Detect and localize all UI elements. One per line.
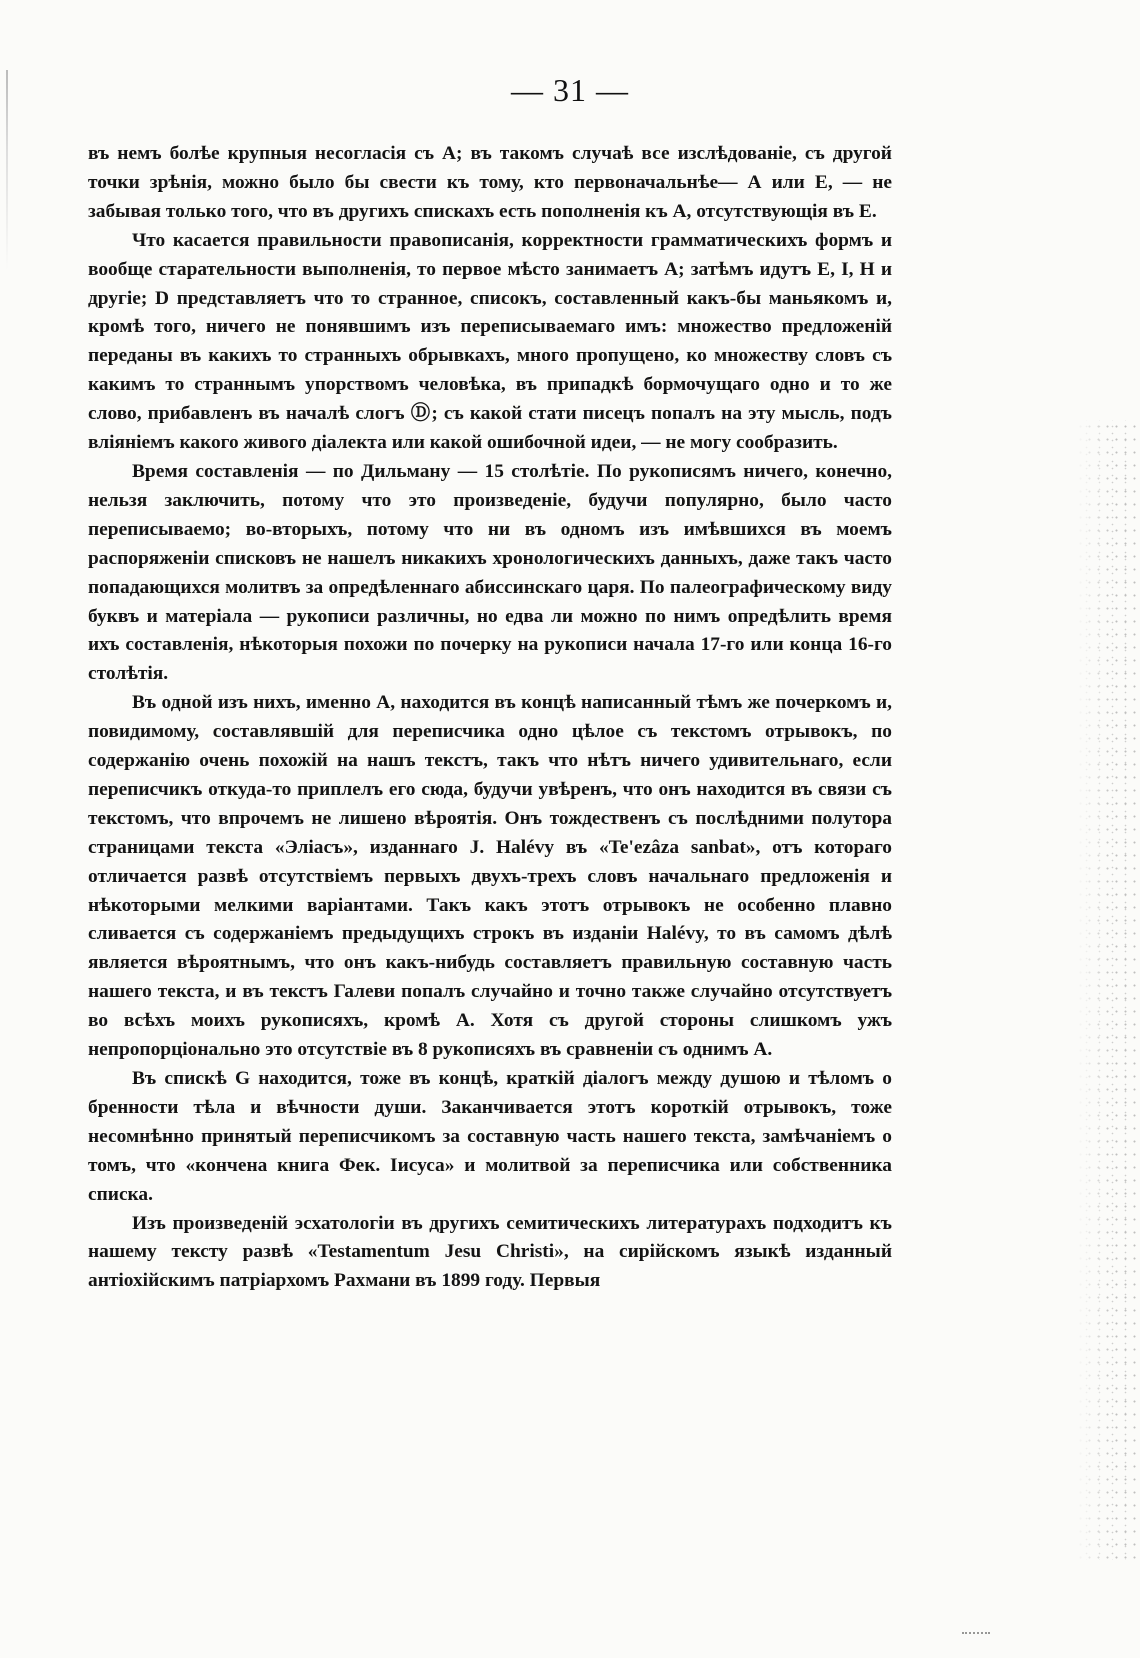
- page-text: [88, 140, 892, 1296]
- scan-artifact-mark: [962, 1622, 990, 1634]
- paragraph-4: Въ одной изъ нихъ, именно А, находится въ концѣ написанный тѣмъ же почеркомъ и, повидимому, составлявшій для переписчика одно цѣлое съ текстомъ отрывокъ, по содержанію очень похожій на нашъ текстъ, такъ что нѣтъ ничего удивительнаго, если переписчикъ откуда-то приплелъ его сюда, будучи увѣренъ, что онъ находится въ связи съ текстомъ, что впрочемъ не лишено вѣроятія. Онъ тождественъ съ послѣдними полутора страницами текста «Эліасъ», изданнаго J. Halévy въ «Te'ezâza sanbat», отъ котораго отличается развѣ отсутствіемъ первыхъ двухъ-трехъ словъ начальнаго предложенія и нѣкоторыми мелкими варіантами. Такъ какъ этотъ отрывокъ не особенно плавно сливается съ содержаніемъ предыдущихъ строкъ въ изданіи Halévy, то въ самомъ дѣлѣ является вѣроятнымъ, что онъ какъ-нибудь составляетъ правильную составную часть нашего текста, и въ текстъ Галеви попалъ случайно и точно также случайно отсутствуетъ во всѣхъ моихъ рукописяхъ, кромѣ А. Хотя съ другой стороны слишкомъ ужъ непропорціонально это отсутствіе въ 8 рукописяхъ въ сравненіи съ однимъ А.: [88, 692, 892, 1061]
- paragraph-6: Изъ произведеній эсхатологіи въ другихъ семитическихъ литературахъ подходитъ къ нашему тексту развѣ «Testamentum Jesu Christi», на сирійскомъ языкѣ изданный антіохійскимъ патріархомъ Рахмани въ 1899 году. Первыя: [88, 1212, 892, 1292]
- paragraph-3: Время составленія — по Дильману — 15 столѣтіе. По рукописямъ ничего, конечно, нельзя заключить, потому что это произведеніе, будучи популярно, было часто переписываемо; во-вторыхъ, потому что ни въ одномъ изъ имѣвшихся въ моемъ распоряженіи списковъ не нашелъ никакихъ хронологическихъ данныхъ, даже такъ часто попадающихся молитвъ за опредѣленнаго абиссинскаго царя. По палеографическому виду буквъ и матеріала — рукописи различны, но едва ли можно по нимъ опредѣлить время ихъ составленія, нѣкоторыя похожи по почерку на рукописи начала 17-го или конца 16-го столѣтія.: [88, 460, 892, 685]
- paragraph-1: въ немъ болѣе крупныя несогласія съ А; въ такомъ случаѣ все изслѣдованіе, съ другой точки зрѣнія, можно было бы свести къ тому, кто первоначальнѣе— А или Е, — не забывая только того, что въ другихъ спискахъ есть пополненія къ А, отсутствующія въ Е.: [88, 143, 892, 222]
- paragraph-5: Въ спискѣ G находится, тоже въ концѣ, краткій діалогъ между душою и тѣломъ о бренности тѣла и вѣчности души. Заканчивается этотъ короткій отрывокъ, тоже несомнѣнно принятый переписчикомъ за составную часть нашего текста, замѣчаніемъ о томъ, что «кончена книга Фек. Іисуса» и молитвой за переписчика или собственника списка.: [88, 1068, 892, 1205]
- scan-edge-noise: [1076, 420, 1136, 1560]
- paragraph-2: Что касается правильности правописанія, корректности грамматическихъ формъ и вообще старательности выполненія, то первое мѣсто занимаетъ А; затѣмъ идутъ Е, I, Н и другіе; D представляетъ что то странное, списокъ, составленный какъ-бы маньякомъ и, кромѣ того, ничего не понявшимъ изъ переписываемаго имъ: множество предложеній переданы въ какихъ то странныхъ обрывкахъ, много пропущено, ко множеству словъ съ какимъ то страннымъ упорствомъ человѣка, въ припадкѣ бормочущаго одно и то же слово, прибавленъ въ началѣ слогъ Ⓓ; съ какой стати писецъ попалъ на эту мысль, подъ вліяніемъ какого живого діалекта или какой ошибочной идеи, — не могу сообразить.: [88, 229, 892, 454]
- page-number: — 31 —: [511, 72, 629, 108]
